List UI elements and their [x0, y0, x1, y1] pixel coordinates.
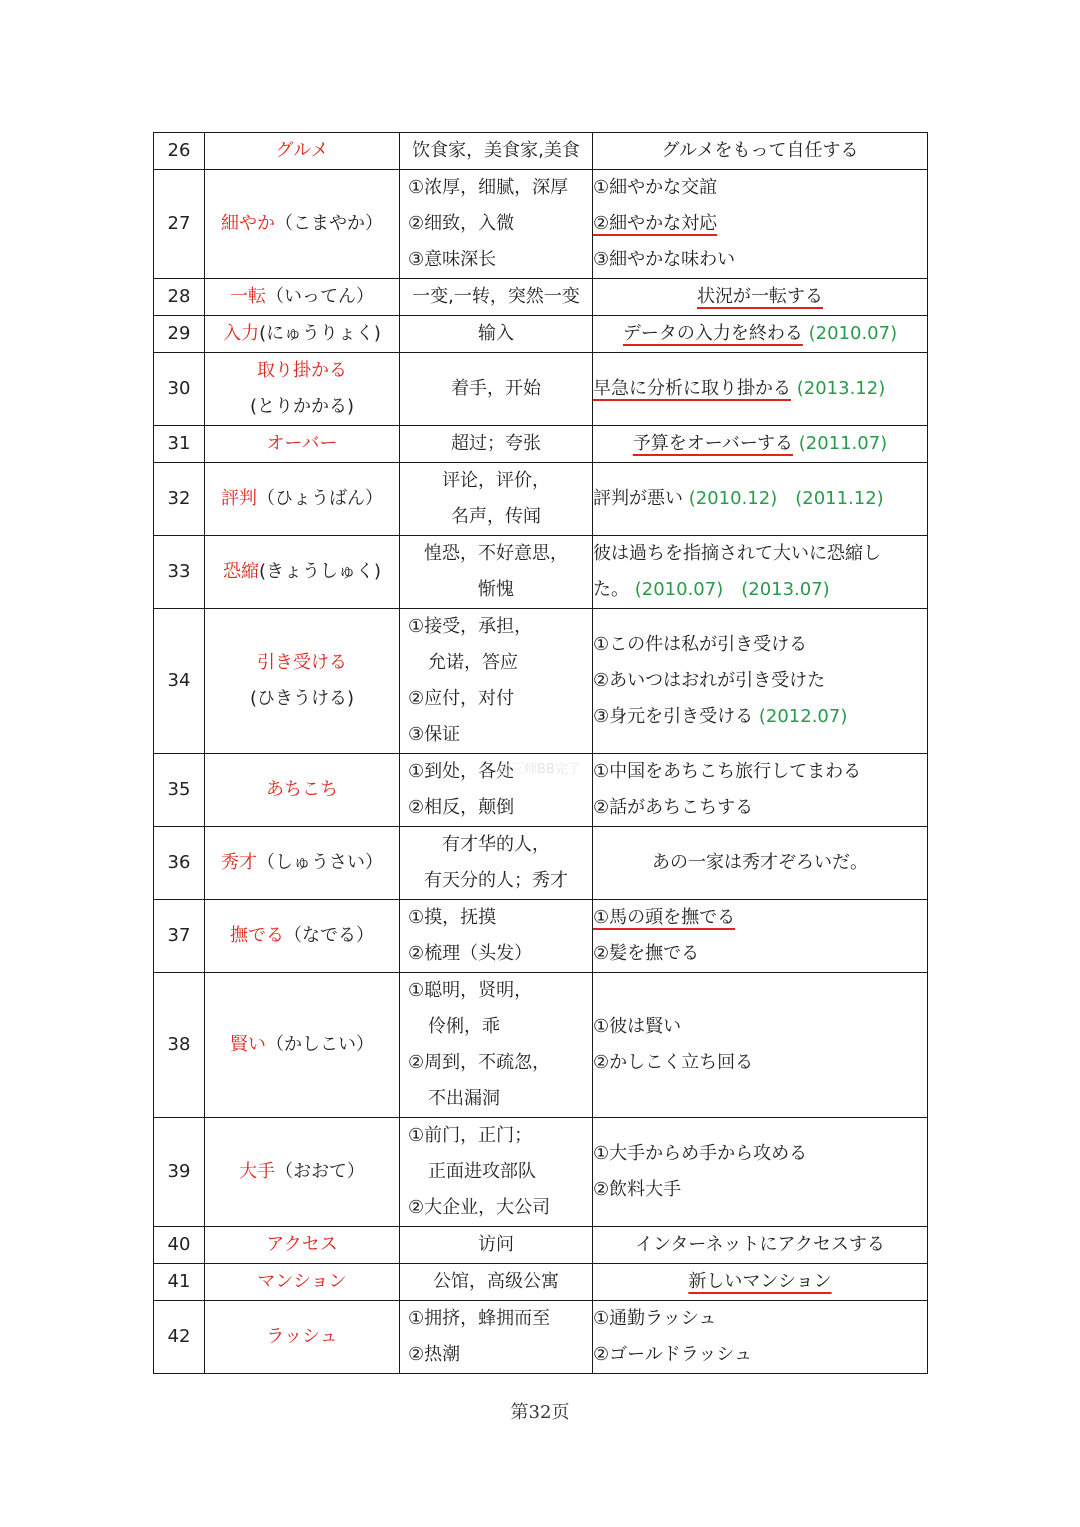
- meaning-cell: [400, 279, 593, 316]
- example-cell: [593, 973, 928, 1118]
- keyword: あちこち: [266, 779, 338, 800]
- meaning-cell: [400, 133, 593, 170]
- keyword: 撫でる: [230, 925, 284, 946]
- meaning-line: ①到处，各处: [408, 761, 515, 782]
- example-text: ③身元を引き受ける: [593, 706, 754, 727]
- example-line: [593, 316, 927, 352]
- row-number: 39: [154, 1118, 205, 1227]
- row-number: 36: [154, 827, 205, 900]
- word-cell: [205, 279, 400, 316]
- meaning-line: ②周到，不疏忽，: [408, 1052, 551, 1073]
- example-text: ①通勤ラッシュ: [593, 1308, 717, 1329]
- vocab-table: [153, 132, 928, 1374]
- reading: (きょうしゅく): [258, 561, 382, 582]
- table-row: [154, 133, 928, 170]
- table-row: [154, 170, 928, 279]
- reading: (とりかかる): [249, 396, 355, 417]
- meaning-cell: [400, 426, 593, 463]
- word-cell: [205, 1118, 400, 1227]
- example-text: 彼は過ちを指摘されて大いに恐縮し: [593, 543, 881, 564]
- keyword: グルメ: [275, 140, 329, 161]
- row-number: 38: [154, 973, 205, 1118]
- meaning-line: ②相反，颠倒: [408, 797, 515, 818]
- example-cell: [593, 536, 928, 609]
- keyword: 賢い: [230, 1034, 266, 1055]
- example-line: [593, 133, 927, 169]
- table-row: [154, 827, 928, 900]
- example-cell: [593, 170, 928, 279]
- keyword: マンション: [257, 1271, 347, 1292]
- meaning-cell: [400, 1118, 593, 1227]
- meaning-line: ③保证: [408, 724, 461, 745]
- vocab-table-body: [154, 133, 928, 1374]
- example-text: ②髪を撫でる: [593, 943, 700, 964]
- keyword: 評判: [221, 488, 257, 509]
- meaning-line: 惭愧: [478, 579, 514, 600]
- row-number: 27: [154, 170, 205, 279]
- example-line: [593, 663, 927, 699]
- meaning-cell: [400, 463, 593, 536]
- example-line: [593, 1172, 927, 1208]
- keyword: 秀才: [221, 852, 257, 873]
- example-text: ①馬の頭を撫でる: [593, 907, 736, 928]
- table-row: [154, 279, 928, 316]
- word-cell: [205, 170, 400, 279]
- example-text: データの入力を終わる: [622, 323, 803, 344]
- example-line: [593, 790, 927, 826]
- row-number: 29: [154, 316, 205, 353]
- meaning-line: 正面进攻部队: [428, 1161, 536, 1182]
- exam-year: (2010.07): [808, 323, 898, 344]
- reading: （おおて）: [275, 1161, 365, 1182]
- example-cell: [593, 1301, 928, 1374]
- meaning-line: ①浓厚，细腻，深厚: [408, 177, 569, 198]
- keyword: 恐縮: [222, 561, 259, 582]
- example-text: 予算をオーバーする: [632, 433, 793, 454]
- meaning-line: ③意味深长: [408, 249, 497, 270]
- word-cell: [205, 316, 400, 353]
- reading: （なでる）: [284, 925, 374, 946]
- meaning-line: 评论，评价，: [442, 470, 550, 491]
- example-text: ②飲料大手: [593, 1179, 682, 1200]
- reading: （いってん）: [266, 286, 374, 307]
- table-row: [154, 1264, 928, 1301]
- table-row: [154, 1301, 928, 1374]
- row-number: 35: [154, 754, 205, 827]
- example-cell: [593, 316, 928, 353]
- table-row: [154, 353, 928, 426]
- example-line: [593, 1136, 927, 1172]
- example-cell: [593, 1118, 928, 1227]
- example-text: 状況が一転する: [697, 286, 823, 307]
- keyword: 取り掛かる: [257, 360, 347, 381]
- example-line: [593, 1264, 927, 1300]
- meaning-cell: [400, 170, 593, 279]
- example-text: グルメをもって自任する: [661, 140, 859, 161]
- example-text: ①細やかな交誼: [593, 177, 718, 198]
- meaning-cell: [400, 973, 593, 1118]
- meaning-line: 着手，开始: [451, 378, 541, 399]
- page-number: 第32页: [510, 1402, 570, 1423]
- meaning-line: 超过；夸张: [451, 433, 541, 454]
- meaning-line: ①拥挤，蜂拥而至: [408, 1308, 551, 1329]
- word-cell: [205, 900, 400, 973]
- row-number: 31: [154, 426, 205, 463]
- word-cell: [205, 754, 400, 827]
- example-cell: [593, 463, 928, 536]
- word-cell: [205, 1301, 400, 1374]
- example-cell: [593, 353, 928, 426]
- exam-year: (2012.07): [758, 706, 848, 727]
- keyword: ラッシュ: [266, 1326, 338, 1347]
- keyword: オーバー: [266, 433, 338, 454]
- meaning-line: ①前门，正门；: [408, 1125, 533, 1146]
- row-number: 32: [154, 463, 205, 536]
- example-line: [593, 1337, 927, 1373]
- word-cell: [205, 133, 400, 170]
- keyword: 入力: [223, 323, 260, 344]
- row-number: 28: [154, 279, 205, 316]
- example-text: ②あいつはおれが引き受けた: [593, 670, 826, 691]
- keyword: 大手: [239, 1161, 276, 1182]
- meaning-cell: [400, 900, 593, 973]
- exam-year: (2013.12): [796, 378, 886, 399]
- example-text: ①中国をあちこち旅行してまわる: [593, 761, 862, 782]
- example-line: [593, 754, 927, 790]
- reading: （こまやか）: [275, 213, 383, 234]
- table-row: [154, 426, 928, 463]
- word-cell: [205, 827, 400, 900]
- exam-year: (2010.07) (2013.07): [634, 579, 830, 600]
- example-line: [593, 699, 927, 735]
- example-line: [593, 536, 927, 572]
- meaning-line: ②梳理（头发）: [408, 943, 533, 964]
- keyword: 引き受ける: [257, 652, 347, 673]
- word-cell: [205, 463, 400, 536]
- row-number: 33: [154, 536, 205, 609]
- example-text: ②かしこく立ち回る: [593, 1052, 754, 1073]
- example-line: [593, 242, 927, 278]
- row-number: 37: [154, 900, 205, 973]
- word-cell: [205, 353, 400, 426]
- meaning-cell: [400, 827, 593, 900]
- example-line: [593, 279, 927, 315]
- row-number: 34: [154, 609, 205, 754]
- meaning-line: ②热潮: [408, 1344, 461, 1365]
- example-line: [593, 426, 927, 462]
- meaning-line: 有才华的人，: [442, 834, 550, 855]
- table-row: [154, 536, 928, 609]
- meaning-line: 名声，传闻: [451, 506, 541, 527]
- reading: （ひょうばん）: [257, 488, 383, 509]
- example-cell: [593, 609, 928, 754]
- word-cell: [205, 1264, 400, 1301]
- example-text: ②細やかな対応: [593, 213, 718, 234]
- row-number: 41: [154, 1264, 205, 1301]
- meaning-line: ①聪明，贤明，: [408, 980, 533, 1001]
- table-row: [154, 609, 928, 754]
- example-line: [593, 936, 927, 972]
- example-cell: [593, 426, 928, 463]
- word-cell: [205, 973, 400, 1118]
- example-line: [593, 1301, 927, 1337]
- example-line: [593, 371, 927, 407]
- example-text: た。: [593, 579, 629, 600]
- example-line: [593, 572, 927, 608]
- example-text: ①大手からめ手から攻める: [593, 1143, 808, 1164]
- meaning-line: 访问: [478, 1234, 514, 1255]
- table-row: [154, 1118, 928, 1227]
- example-text: 新しいマンション: [688, 1271, 832, 1292]
- example-cell: [593, 827, 928, 900]
- example-line: [593, 170, 927, 206]
- meaning-cell: [400, 609, 593, 754]
- meaning-line: 一变,一转，突然一变: [412, 286, 580, 307]
- meaning-line: 伶俐，乖: [428, 1016, 500, 1037]
- meaning-line: ②细致，入微: [408, 213, 515, 234]
- example-text: ①この件は私が引き受ける: [593, 634, 808, 655]
- example-text: あの一家は秀才ぞろいだ。: [652, 852, 868, 873]
- example-cell: [593, 754, 928, 827]
- meaning-line: 公馆，高级公寓: [433, 1271, 559, 1292]
- example-line: [593, 206, 927, 242]
- reading: (ひきうける): [249, 688, 355, 709]
- example-cell: [593, 900, 928, 973]
- meaning-line: 饮食家，美食家,美食: [412, 140, 580, 161]
- table-row: [154, 1227, 928, 1264]
- table-row: [154, 316, 928, 353]
- meaning-line: ①摸，抚摸: [408, 907, 497, 928]
- example-line: [593, 627, 927, 663]
- example-line: [593, 900, 927, 936]
- meaning-line: 惶恐，不好意思，: [424, 543, 568, 564]
- example-cell: [593, 1264, 928, 1301]
- example-cell: [593, 1227, 928, 1264]
- word-cell: [205, 426, 400, 463]
- meaning-cell: [400, 536, 593, 609]
- meaning-line: 输入: [478, 323, 514, 344]
- example-line: [593, 1009, 927, 1045]
- keyword: 細やか: [221, 213, 275, 234]
- keyword: 一転: [230, 286, 266, 307]
- word-cell: [205, 1227, 400, 1264]
- example-line: [593, 481, 927, 517]
- example-line: [593, 1227, 927, 1263]
- table-row: [154, 973, 928, 1118]
- example-text: インターネットにアクセスする: [635, 1234, 885, 1255]
- row-number: 42: [154, 1301, 205, 1374]
- meaning-line: 有天分的人；秀才: [424, 870, 568, 891]
- example-text: 早急に分析に取り掛かる: [593, 378, 791, 399]
- example-text: ③細やかな味わい: [593, 249, 736, 270]
- example-cell: [593, 279, 928, 316]
- word-cell: [205, 609, 400, 754]
- meaning-line: ①接受，承担，: [408, 616, 533, 637]
- meaning-line: 允诺，答应: [428, 652, 518, 673]
- example-cell: [593, 133, 928, 170]
- row-number: 40: [154, 1227, 205, 1264]
- reading: （かしこい）: [266, 1034, 374, 1055]
- meaning-line: ②应付，对付: [408, 688, 515, 709]
- meaning-cell: [400, 1301, 593, 1374]
- row-number: 26: [154, 133, 205, 170]
- watermark: @三师BB完了: [498, 762, 581, 777]
- example-line: [593, 1045, 927, 1081]
- table-row: [154, 463, 928, 536]
- reading: （しゅうさい）: [257, 852, 383, 873]
- example-text: ①彼は賢い: [593, 1016, 682, 1037]
- row-number: 30: [154, 353, 205, 426]
- example-text: ②話があちこちする: [593, 797, 754, 818]
- table-row: [154, 900, 928, 973]
- keyword: アクセス: [266, 1234, 338, 1255]
- example-line: [593, 845, 927, 881]
- word-cell: [205, 536, 400, 609]
- example-text: ②ゴールドラッシュ: [593, 1344, 753, 1365]
- meaning-cell: [400, 353, 593, 426]
- meaning-cell: [400, 1227, 593, 1264]
- meaning-line: ②大企业，大公司: [408, 1197, 551, 1218]
- meaning-line: 不出漏洞: [428, 1088, 500, 1109]
- exam-year: (2011.07): [798, 433, 888, 454]
- reading: (にゅうりょく): [259, 323, 381, 344]
- example-text: 評判が悪い: [593, 488, 683, 509]
- meaning-cell: [400, 316, 593, 353]
- exam-year: (2010.12) (2011.12): [688, 488, 884, 509]
- meaning-cell: [400, 1264, 593, 1301]
